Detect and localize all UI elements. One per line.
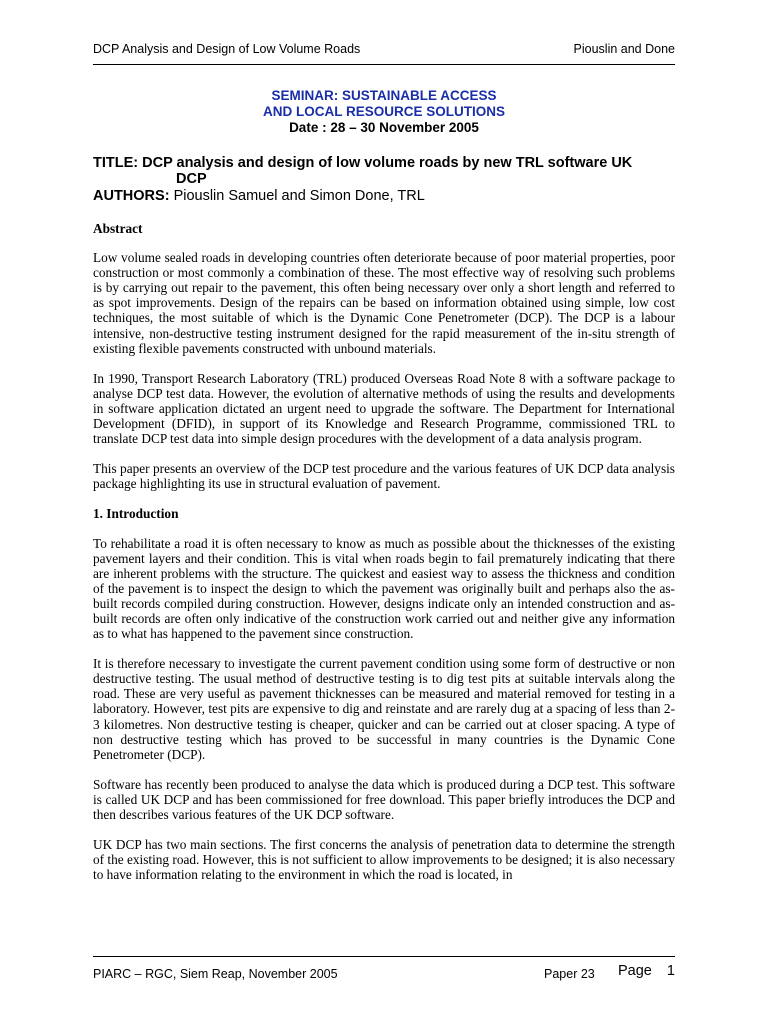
abstract-paragraph: Low volume sealed roads in developing countries often deteriorate because of poor material properties, poor construction or most commonly a combination of these. The most effective way of resolving such problems is by carrying out repair to the pavement, this often being necessary over only a short length and referred to as spot improvements. Design of the repairs can be based on information obtained using simple, low cost techniques, the most suitable of which is the Dynamic Cone Penetrometer (DCP). The DCP is a labour intensive, non-destructive testing instrument designed for the rapid measurement of the in-situ strength of existing flexible pavements constructed with unbound materials. xyxy=(93,250,675,356)
footer-paper-number: Paper 23 xyxy=(544,967,595,981)
introduction-paragraph: UK DCP has two main sections. The first concerns the analysis of penetration data to determine the strength of the existing road. However, this is not sufficient to allow improvements to be designed; it is also necessary to have information relating to the environment in which the road is located, in xyxy=(93,837,675,883)
footer-page-label: Page xyxy=(618,963,652,979)
title-line-2: DCP xyxy=(176,171,207,187)
introduction-paragraph: To rehabilitate a road it is often necessary to know as much as possible about the thicknesses of the existing pavement layers and their condition. This is vital when roads begin to fail prematurely indicating that there are inherent problems with the structure. The quickest and easiest way to assess the thickness and condition of the pavement is to inspect the design to which the pavement was originally built and perhaps also the as-built records compiled during construction. However, designs indicate only an intended construction and as-built records are often only indicative of the construction work carried out and neither give any information as to what has happened to the pavement since construction. xyxy=(93,535,675,642)
seminar-block xyxy=(93,88,675,136)
abstract-paragraph: In 1990, Transport Research Laboratory (TRL) produced Overseas Road Note 8 with a software package to analyse DCP test data. However, the evolution of alternative methods of using the results and developments in software application dictated an urgent need to upgrade the software. The Department for International Development (DFID), in support of its Knowledge and Research Programme, commissioned TRL to translate DCP test data into simple design procedures with the development of a data analysis program. xyxy=(93,370,675,447)
seminar-line-1: SEMINAR: SUSTAINABLE ACCESS xyxy=(271,88,497,103)
abstract-heading: Abstract xyxy=(93,221,143,236)
seminar-date: Date : 28 – 30 November 2005 xyxy=(289,120,479,135)
authors-names: Piouslin Samuel and Simon Done, TRL xyxy=(173,188,425,204)
introduction-paragraph: Software has recently been produced to analyse the data which is produced during a DCP test. This software is called UK DCP and has been commissioned for free download. This paper briefly introduces the DCP and then describes various features of the UK DCP software. xyxy=(93,776,675,822)
paper-title xyxy=(93,155,693,187)
seminar-line-2: AND LOCAL RESOURCE SOLUTIONS xyxy=(262,104,505,119)
footer-rule xyxy=(93,956,675,957)
introduction-paragraph: It is therefore necessary to investigate the current pavement condition using some form of destructive or non destructive testing. The usual method of destructive testing is to dig test pits at suitable intervals along the road. These are very useful as pavement thicknesses can be measured and material removed for testing in a laboratory. However, test pits are expensive to dig and reinstate and are rarely dug at a spacing of less than 2-3 kilometres. Non destructive testing is cheaper, quicker and can be carried out at closer spacing. A type of non destructive testing which has proved to be successful in many countries is the Dynamic Cone Penetrometer (DCP). xyxy=(93,656,675,762)
footer-page-number: 1 xyxy=(666,963,675,979)
title-line-1: TITLE: DCP analysis and design of low volume roads by new TRL software UK xyxy=(93,155,633,171)
running-header xyxy=(93,42,675,56)
authors-line xyxy=(93,188,425,204)
footer-event: PIARC – RGC, Siem Reap, November 2005 xyxy=(93,967,338,981)
header-title: DCP Analysis and Design of Low Volume Roads xyxy=(93,42,361,56)
authors-label: AUTHORS: xyxy=(93,188,170,204)
abstract-paragraph: This paper presents an overview of the DCP test procedure and the various features of UK DCP data analysis package highlighting its use in structural evaluation of pavement. xyxy=(93,461,675,492)
header-authors: Piouslin and Done xyxy=(573,42,675,56)
body-text xyxy=(93,221,675,897)
introduction-heading: 1. Introduction xyxy=(93,506,179,522)
header-rule xyxy=(93,64,675,65)
